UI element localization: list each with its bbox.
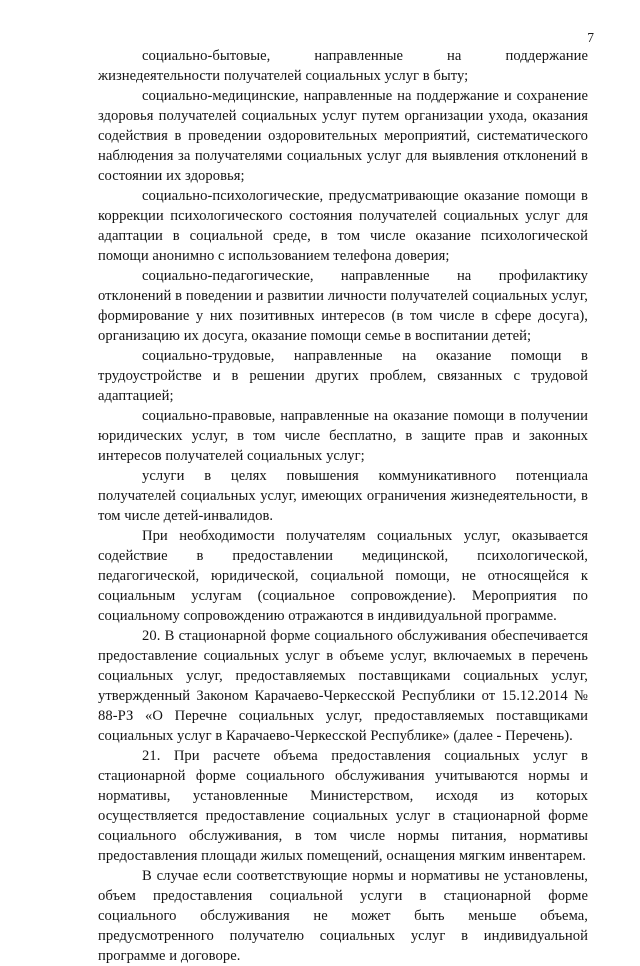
- document-body: [98, 46, 588, 966]
- paragraph-clause-21: 21. При расчете объема предоставления социальных услуг в стационарной форме социального обслуживания учитываются нормы и нормативы, установленные Министерством, исходя из которых осуществляется предоставление социальных услуг в стационарной форме социального обслуживания, в том числе нормы питания, нормативы предоставления площади жилых помещений, оснащения мягким инвентарем.: [98, 748, 588, 864]
- paragraph-social-pedagogical: социально-педагогические, направленные на профилактику отклонений в поведении и развитии личности получателей социальных услуг, формирование у них позитивных интересов (в том числе в сфере досуга), организацию их досуга, оказание помощи семье в воспитании детей;: [98, 268, 588, 344]
- paragraph-communicative-services: услуги в целях повышения коммуникативного потенциала получателей социальных услуг, имеющих ограничения жизнедеятельности, в том числе детей-инвалидов.: [98, 468, 588, 524]
- paragraph-clause-20: 20. В стационарной форме социального обслуживания обеспечивается предоставление социальных услуг в объеме услуг, включаемых в перечень социальных услуг, предоставляемых поставщиками социальных услуг, утвержденный Законом Карачаево-Черкесской Республики от 15.12.2014 № 88-РЗ «О Перечне социальных услуг, предоставляемых поставщиками социальных услуг в Карачаево-Черкесской Республике» (далее - Перечень).: [98, 628, 588, 744]
- paragraph-norms-not-set: В случае если соответствующие нормы и нормативы не установлены, объем предоставления социальной услуги в стационарной форме социального обслуживания не может быть меньше объема, предусмотренного получателю социальных услуг в индивидуальной программе и договоре.: [98, 868, 588, 964]
- paragraph-social-legal: социально-правовые, направленные на оказание помощи в получении юридических услуг, в том числе бесплатно, в защите прав и законных интересов получателей социальных услуг;: [98, 408, 588, 464]
- paragraph-social-household: социально-бытовые, направленные на поддержание жизнедеятельности получателей социальных услуг в быту;: [98, 48, 588, 84]
- paragraph-social-medical: социально-медицинские, направленные на поддержание и сохранение здоровья получателей социальных услуг путем организации ухода, оказания содействия в проведении оздоровительных мероприятий, систематического наблюдения за получателями социальных услуг для выявления отклонений в состоянии их здоровья;: [98, 88, 588, 184]
- page-number: 7: [587, 30, 594, 45]
- paragraph-social-psychological: социально-психологические, предусматривающие оказание помощи в коррекции психологического состояния получателей социальных услуг для адаптации в социальной среде, в том числе оказание психологической помощи анонимно с использованием телефона доверия;: [98, 188, 588, 264]
- paragraph-social-support: При необходимости получателям социальных услуг, оказывается содействие в предоставлении медицинской, психологической, педагогической, юридической, социальной помощи, не относящейся к социальным услугам (социальное сопровождение). Мероприятия по социальному сопровождению отражаются в индивидуальной программе.: [98, 528, 588, 624]
- paragraph-social-labor: социально-трудовые, направленные на оказание помощи в трудоустройстве и в решении других проблем, связанных с трудовой адаптацией;: [98, 348, 588, 404]
